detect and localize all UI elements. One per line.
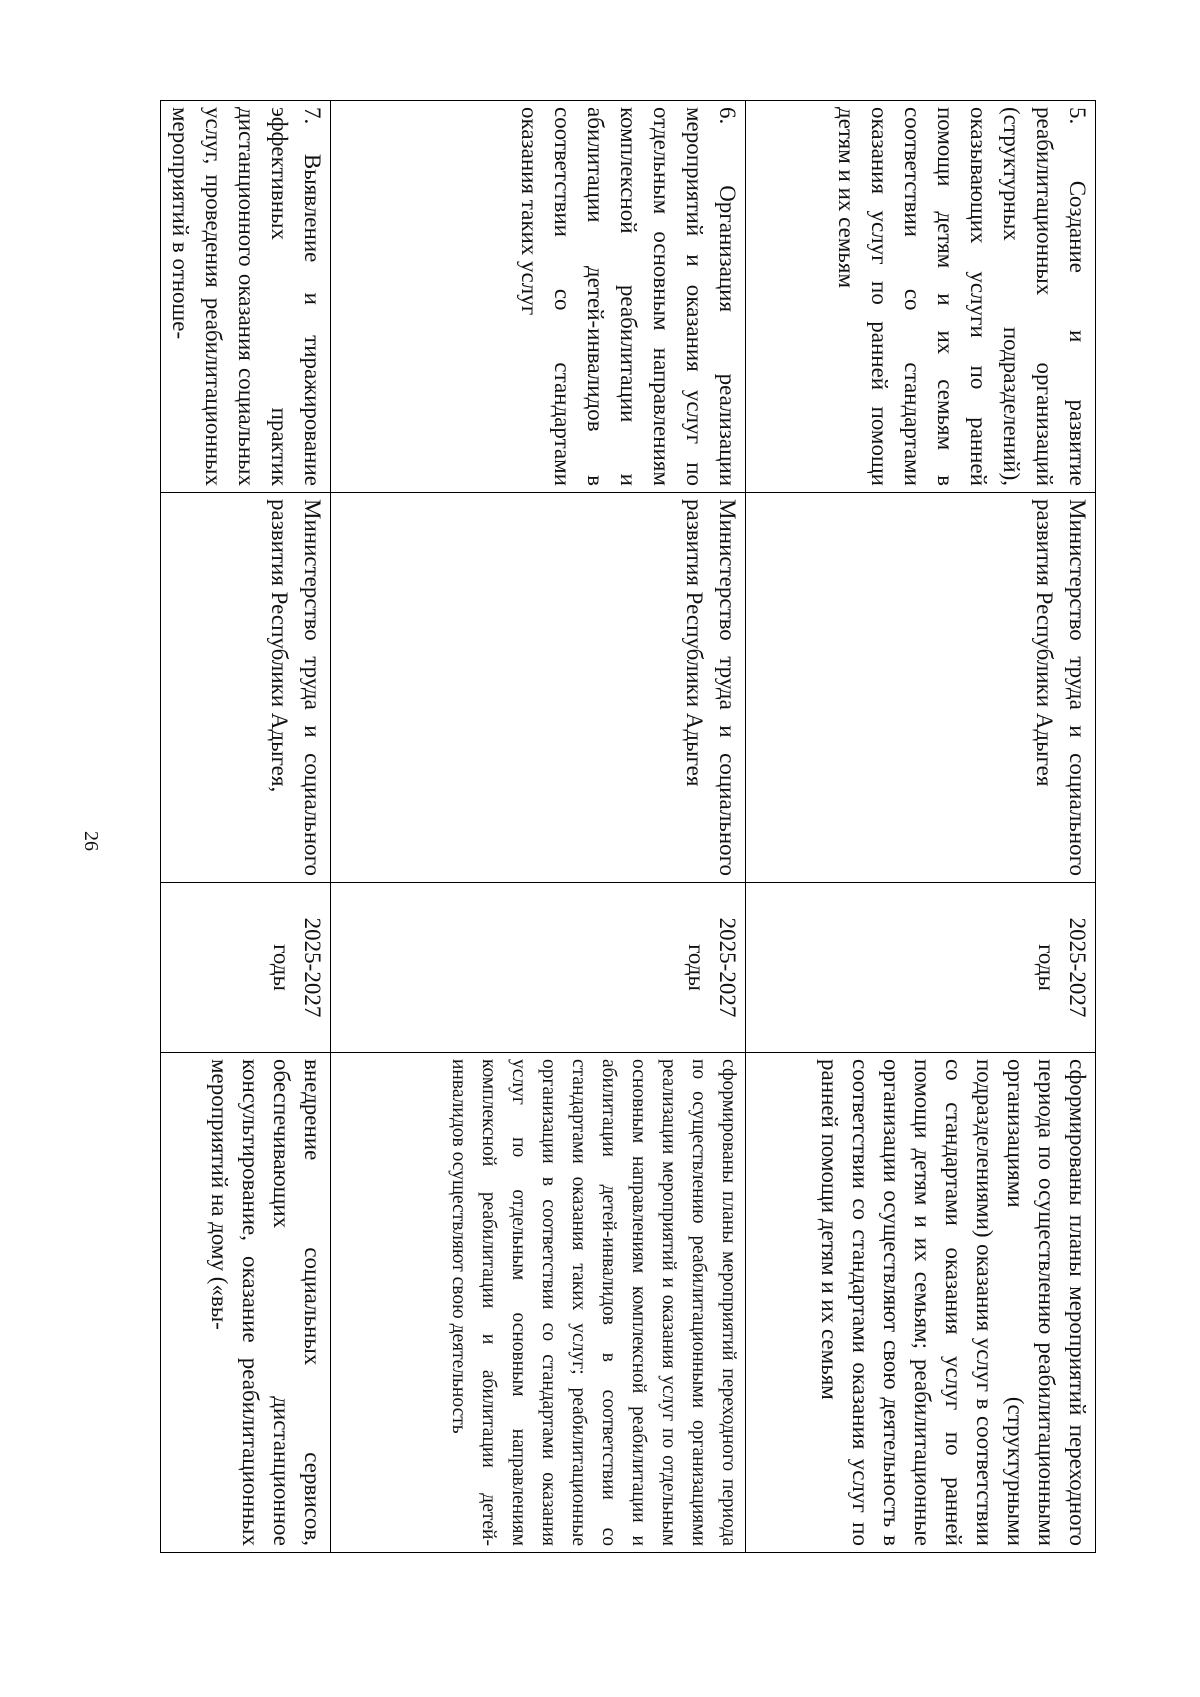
result-text: сформированы планы мероприятий переходного периода по осуществлению реабилитационными организациями (структурными подразделениями) оказания услуг в соответствии со стандартами оказания услуг по ранней помощи детям и их семьям; реабилитационные организации осуществляют свою деятельность в соответствии со стандартами оказания услуг по ранней помощи детям и их семьям [817, 1059, 1090, 1546]
result-text: сформированы планы мероприятий переходного периода по осуществлению реабилитационными организациями реализации мероприятий и оказания услуг по отдельным основным направлениям комплексной реабилитации и абилитации детей-инвалидов в соответствии со стандартами оказания таких услуг; реабилитационные организации в соответствии со стандартами оказания услуг по отдельным основным направлениям комплексной реабилитации и абилитации детей-инвалидов осуществляют свою деятельность [448, 1059, 739, 1546]
period-unit: годы [684, 944, 709, 991]
task-text: Выявление и тиражирование эффективных практик дистанционного оказания социальных услуг, проведения реабилитационных мероприятий в отноше- [168, 107, 325, 487]
executor-text: Министерство труда и социального развития Республики Адыгея, [267, 499, 325, 876]
task-text: Создание и развитие реабилитационных организаций (структурных подразделений), оказывающих услуги по ранней помощи детям и их семьям в соответствии со стандартами оказания услуг по ранней помощи детям и их семьям [834, 107, 1090, 486]
period-years: 2025-2027 [1065, 917, 1090, 1018]
page-number: 26 [80, 831, 102, 851]
rotated-table-container [120, 100, 1096, 1552]
period-years: 2025-2027 [715, 917, 740, 1018]
executor-text: Министерство труда и социального развития Республики Адыгея [682, 499, 740, 876]
result-cell [746, 1053, 1096, 1553]
task-number: 5. [1065, 107, 1090, 125]
period-years: 2025-2027 [300, 917, 325, 1018]
executor-cell [746, 493, 1096, 883]
task-cell [746, 101, 1096, 493]
period-unit: годы [1034, 944, 1059, 991]
task-cell [331, 101, 746, 493]
result-text: внедрение социальных сервисов, обеспечивающих дистанционное консультирование, оказание реабилитационных мероприятий на дому («вы- [207, 1059, 325, 1546]
result-cell [161, 1053, 331, 1553]
task-cell [161, 101, 331, 493]
table-row [161, 101, 331, 1553]
result-cell [331, 1053, 746, 1553]
period-cell [746, 883, 1096, 1053]
executor-cell [331, 493, 746, 883]
task-number: 7. [300, 107, 325, 125]
task-text: Организация реализации мероприятий и оказания услуг по отдельным основным направлениям комплексной реабилитации и абилитации детей-инвалидов в соответствии со стандартами оказания таких услуг [517, 107, 740, 487]
table-row [746, 101, 1096, 1553]
period-cell [331, 883, 746, 1053]
measures-table [160, 100, 1096, 1553]
executor-text: Министерство труда и социального развития Республики Адыгея [1032, 499, 1090, 876]
executor-cell [161, 493, 331, 883]
period-cell [161, 883, 331, 1053]
table-row [331, 101, 746, 1553]
period-unit: годы [269, 944, 294, 991]
task-number: 6. [715, 107, 740, 125]
